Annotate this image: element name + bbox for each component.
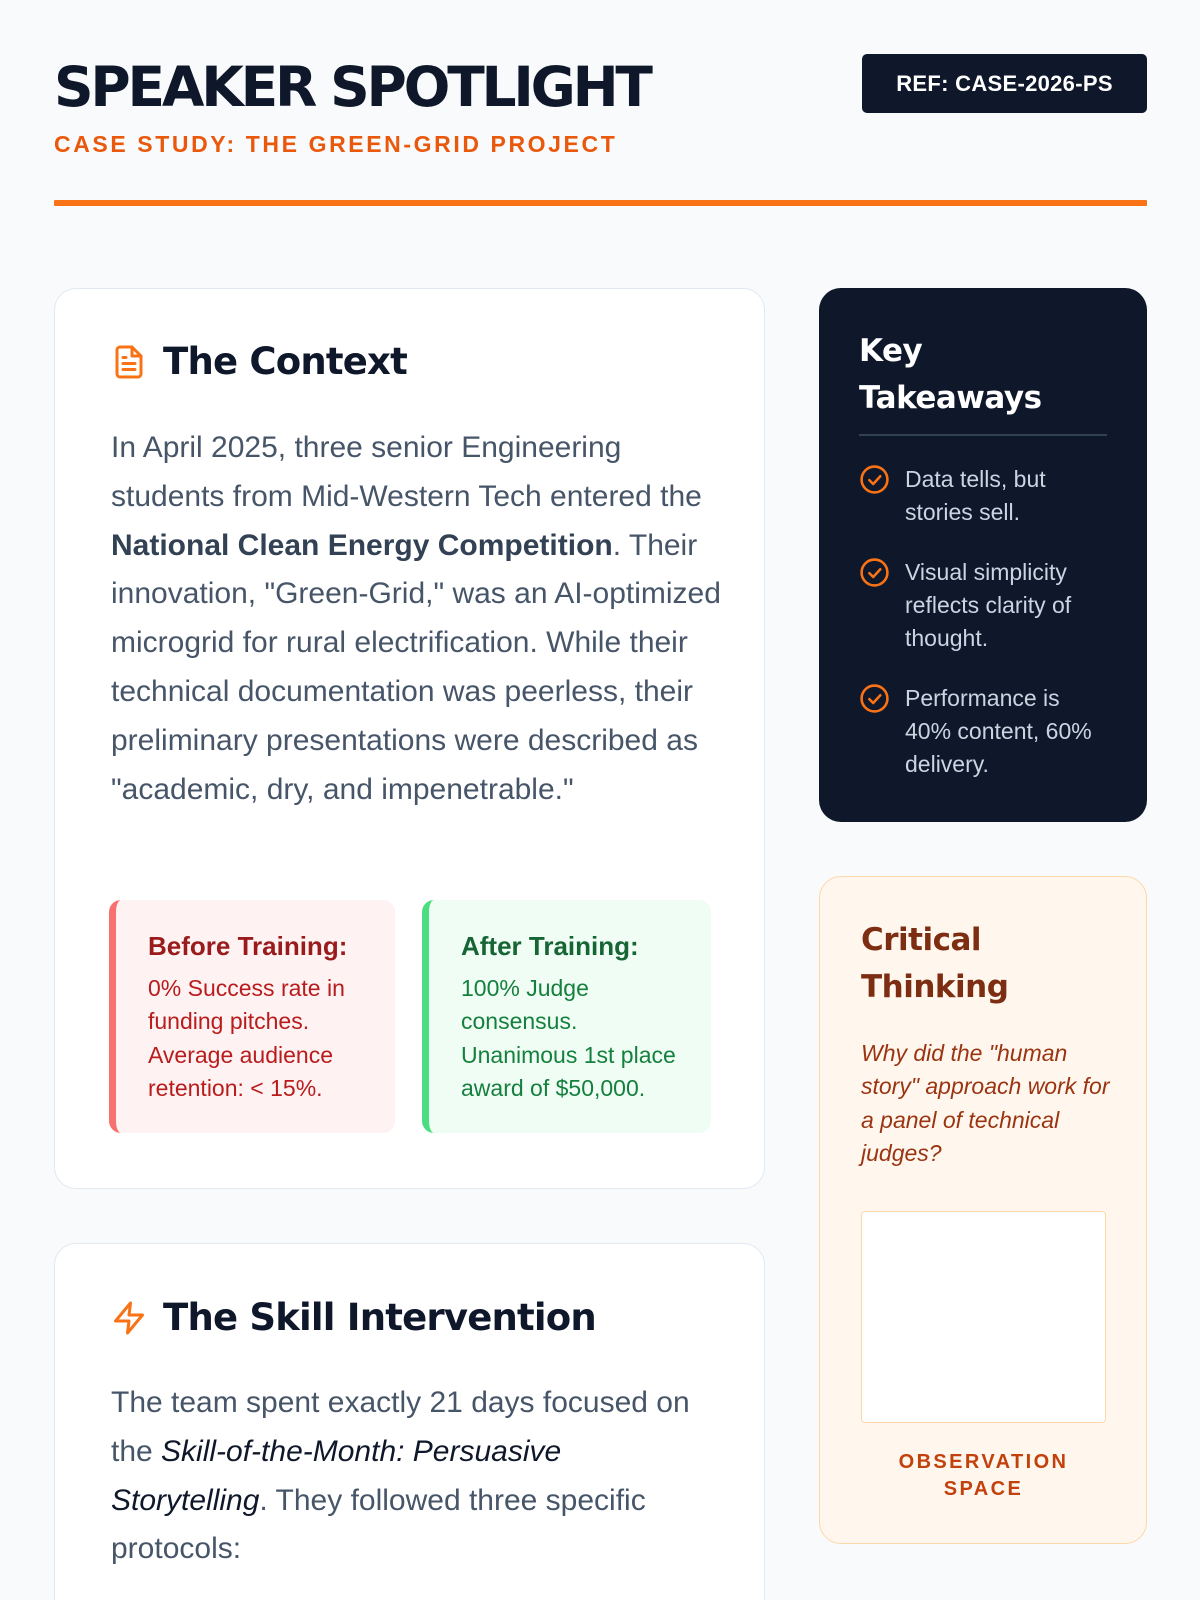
lightning-icon	[111, 1300, 147, 1336]
context-paragraph	[111, 424, 721, 814]
observation-space-label: OBSERVATION SPACE	[898, 1451, 1069, 1500]
document-icon	[111, 344, 147, 380]
skill-paragraph	[111, 1379, 721, 1574]
critical-thinking-question: Why did the "human story" approach work for a panel of technical judges?	[861, 1040, 1110, 1166]
takeaways-divider	[859, 434, 1107, 436]
takeaway-text: Visual simplicity reflects clarity of thought.	[905, 559, 1072, 652]
skill-text-end: . They followed three specific protocols:	[111, 1483, 646, 1566]
key-takeaways-title: Key Takeaways	[859, 333, 1042, 416]
context-text-start: In April 2025, three senior Engineering students from Mid-Western Tech entered the	[111, 431, 702, 513]
skill-of-the-month: Skill-of-the-Month: Persuasive Storytelling	[111, 1434, 562, 1517]
after-training-title: After Training:	[461, 931, 639, 961]
critical-thinking-panel	[819, 876, 1147, 1544]
check-circle-icon	[859, 557, 890, 588]
skill-text-start: The team spent exactly 21 days focused on the	[111, 1386, 690, 1468]
context-title: The Context	[163, 340, 408, 383]
reference-badge: REF: CASE-2026-PS	[862, 54, 1147, 113]
takeaway-text: Performance is 40% content, 60% delivery.	[905, 685, 1092, 778]
header-divider	[54, 200, 1147, 206]
context-text-end: . Their innovation, "Green-Grid," was an AI-optimized microgrid for rural electrification. While their technical documentation was peerless, their preliminary presentations were described as "academic, dry, and impenetrable."	[111, 528, 721, 806]
before-training-box	[109, 900, 395, 1133]
check-circle-icon	[859, 464, 890, 495]
observation-input-area[interactable]	[861, 1211, 1106, 1423]
context-heading	[111, 340, 407, 383]
competition-name: National Clean Energy Competition	[111, 528, 613, 562]
page-title: SPEAKER SPOTLIGHT	[54, 55, 650, 119]
context-card	[54, 288, 765, 1189]
key-takeaways-panel	[819, 288, 1147, 822]
case-study-page	[54, 0, 1147, 1600]
skill-intervention-card	[54, 1243, 765, 1600]
takeaway-item	[859, 463, 1109, 529]
page-header	[54, 54, 1147, 206]
takeaway-item	[859, 556, 1109, 656]
before-training-title: Before Training:	[148, 931, 348, 961]
page-subtitle: CASE STUDY: THE GREEN-GRID PROJECT	[54, 131, 618, 157]
check-circle-icon	[859, 683, 890, 714]
takeaway-text: Data tells, but stories sell.	[905, 466, 1046, 526]
before-training-text: 0% Success rate in funding pitches. Average audience retention: < 15%.	[148, 975, 345, 1101]
after-training-text: 100% Judge consensus. Unanimous 1st place award of $50,000.	[461, 975, 676, 1101]
after-training-box	[422, 900, 711, 1133]
takeaway-item	[859, 682, 1109, 782]
skill-heading	[111, 1296, 596, 1339]
skill-title: The Skill Intervention	[163, 1296, 596, 1339]
critical-thinking-title: Critical Thinking	[861, 922, 1009, 1005]
